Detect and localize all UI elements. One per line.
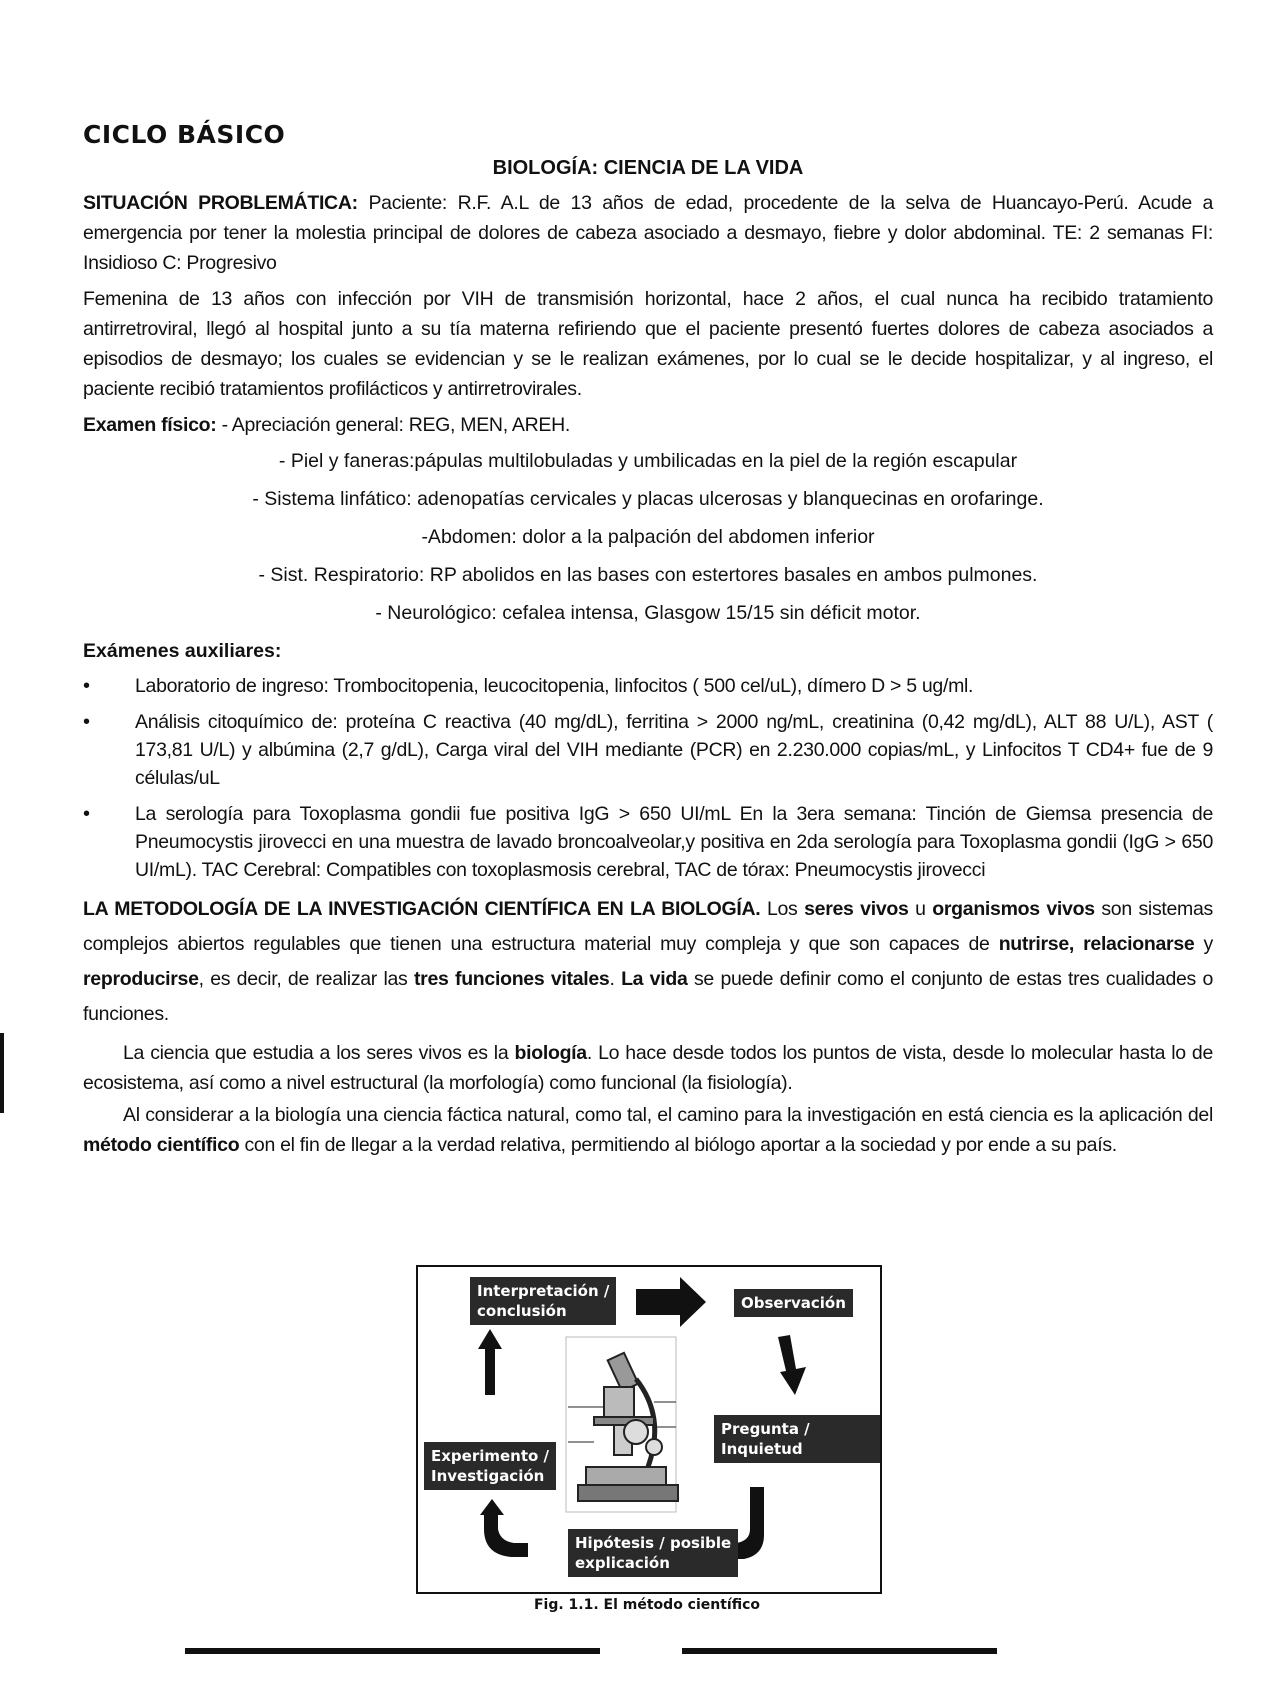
text-run: Los xyxy=(766,898,798,920)
text-run: biología xyxy=(514,1042,587,1064)
box-text: Hipótesis / posible xyxy=(575,1534,732,1552)
document-page xyxy=(83,120,1213,1166)
text-run: seres vivos xyxy=(804,898,909,920)
figure-caption: Fig. 1.1. El método científico xyxy=(533,1597,761,1613)
historia-paragraph: Femenina de 13 años con infección por VIH de transmisión horizontal, hace 2 años, el cual nunca ha recibido tratamiento antirretroviral, llegó al hospital junto a su tía materna refiriendo que el paciente presentó fuertes dolores de cabeza asociados a episodios de desmayo; los cuales se evidencian y se le realizan exámenes, por lo cual se le decide hospitalizar, y al ingreso, el paciente recibió tratamientos profilácticos y antirretrovirales. xyxy=(83,288,1213,400)
examen-label: Examen físico: xyxy=(83,414,217,436)
text-run: . Lo hace desde todos los puntos de vista, desde lo molecular hasta lo de ecosistema, así como a nivel estructural (la morfología) como funcional (la fisiología). xyxy=(83,1042,1214,1094)
curved-arrow-icon xyxy=(480,1499,528,1557)
interpretacion-box xyxy=(470,1277,616,1325)
situacion-paragraph xyxy=(83,188,1213,278)
text-run: tres funciones vitales xyxy=(413,968,610,990)
bullet-icon: • xyxy=(83,675,90,697)
list-item-text: La serología para Toxoplasma gondii fue positiva IgG > 650 UI/mL En la 3era semana: Tinción de Giemsa presencia de Pneumocystis jirovecci en una muestra de lavado broncoalveolar,y positiva en 2da serología para Toxoplasma gondii (IgG > 650 UI/mL). TAC Cerebral: Compatibles con toxoplasmosis cerebral, TAC de tórax: Pneumocystis jirovecci xyxy=(135,803,1213,881)
examen-general-text: - Apreciación general: REG, MEN, AREH. xyxy=(221,414,570,436)
margin-mark xyxy=(0,1033,4,1113)
microscope-icon xyxy=(566,1337,678,1512)
examen-general xyxy=(83,410,1213,440)
text-run: La vida xyxy=(621,968,688,990)
metodologia-heading: LA METODOLOGÍA DE LA INVESTIGACIÓN CIENTÍFICA EN LA BIOLOGÍA. xyxy=(83,898,761,920)
list-item xyxy=(83,672,1213,700)
box-text: Interpretación / xyxy=(477,1282,610,1300)
list-item xyxy=(83,708,1213,792)
text-run: u xyxy=(915,898,926,920)
text-run: . xyxy=(609,968,615,990)
text-run: La ciencia que estudia a los seres vivos es la xyxy=(123,1042,509,1064)
metodologia-paragraph-1 xyxy=(83,892,1213,1032)
list-item-text: Laboratorio de ingreso: Trombocitopenia, leucocitopenia, linfocitos ( 500 cel/uL), dímero D > 5 ug/ml. xyxy=(135,675,974,697)
list-item-text: Análisis citoquímico de: proteína C reactiva (40 mg/dL), ferritina > 2000 ng/mL, creatinina (0,42 mg/dL), ALT 88 U/L), AST ( 173,81 U/L) y albúmina (2,7 g/dL), Carga viral del VIH mediante (PCR) en 2.230.000 copias/mL, y Linfocitos T CD4+ fue de 9 células/uL xyxy=(135,711,1213,789)
situacion-text: Paciente: R.F. A.L de 13 años de edad, procedente de la selva de Huancayo-Perú. Acude a emergencia por tener la molestia principal de dolores de cabeza asociado a desmayo, fiebre y dolor abdominal. TE: 2 semanas FI: Insidioso C: Progresivo xyxy=(83,192,1214,274)
pregunta-box: Pregunta / Inquietud xyxy=(714,1415,880,1463)
list-item xyxy=(83,800,1213,884)
observacion-box: Observación xyxy=(734,1289,853,1317)
document-title: BIOLOGÍA: CIENCIA DE LA VIDA xyxy=(492,157,804,179)
hipotesis-box xyxy=(568,1529,738,1577)
cycle-title: CICLO BÁSICO xyxy=(83,120,286,149)
examen-item: - Neurológico: cefalea intensa, Glasgow 15/15 sin déficit motor. xyxy=(375,602,921,624)
text-run: organismos vivos xyxy=(932,898,1095,920)
footer-line-left xyxy=(185,1648,600,1654)
experimento-box xyxy=(424,1442,556,1490)
footer-line-right xyxy=(682,1648,997,1654)
box-text: explicación xyxy=(575,1554,670,1572)
box-text: Experimento / xyxy=(431,1447,550,1465)
text-run: Al considerar a la biología una ciencia fáctica natural, como tal, el camino para la investigación en está ciencia es la aplicación del xyxy=(123,1104,1213,1126)
examen-item: - Sist. Respiratorio: RP abolidos en las bases con estertores basales en ambos pulmones. xyxy=(258,564,1038,586)
arrow-up-icon xyxy=(478,1329,502,1395)
box-text: conclusión xyxy=(477,1302,567,1320)
text-run: , es decir, de realizar las xyxy=(198,968,408,990)
scientific-method-figure xyxy=(416,1265,882,1594)
box-text: Investigación xyxy=(431,1467,545,1485)
text-run: reproducirse xyxy=(83,968,199,990)
auxiliares-list xyxy=(83,672,1213,884)
metodologia-paragraph-2 xyxy=(83,1038,1213,1098)
arrow-down-icon xyxy=(778,1335,806,1395)
bullet-icon: • xyxy=(83,803,90,825)
examen-item: -Abdomen: dolor a la palpación del abdomen inferior xyxy=(421,526,875,548)
arrow-right-icon xyxy=(636,1277,706,1327)
text-run: método científico xyxy=(83,1134,240,1156)
text-run: se puede definir como el conjunto de estas tres cualidades o funciones. xyxy=(83,968,1214,1025)
auxiliares-label: Exámenes auxiliares: xyxy=(83,640,282,662)
text-run: y xyxy=(1203,933,1213,955)
text-run: nutrirse, relacionarse xyxy=(998,933,1195,955)
examen-item: - Piel y faneras:pápulas multilobuladas y umbilicadas en la piel de la región escapular xyxy=(278,450,1018,472)
situacion-label: SITUACIÓN PROBLEMÁTICA: xyxy=(83,192,358,214)
text-run: son sistemas complejos abiertos regulables que tienen una estructura material muy compleja y que son capaces de xyxy=(83,898,1214,955)
metodologia-paragraph-3 xyxy=(83,1100,1213,1160)
bullet-icon: • xyxy=(83,711,90,733)
text-run: con el fin de llegar a la verdad relativa, permitiendo al biólogo aportar a la sociedad y por ende a su país. xyxy=(244,1134,1117,1156)
examen-item: - Sistema linfático: adenopatías cervicales y placas ulcerosas y blanquecinas en orofaringe. xyxy=(252,488,1044,510)
